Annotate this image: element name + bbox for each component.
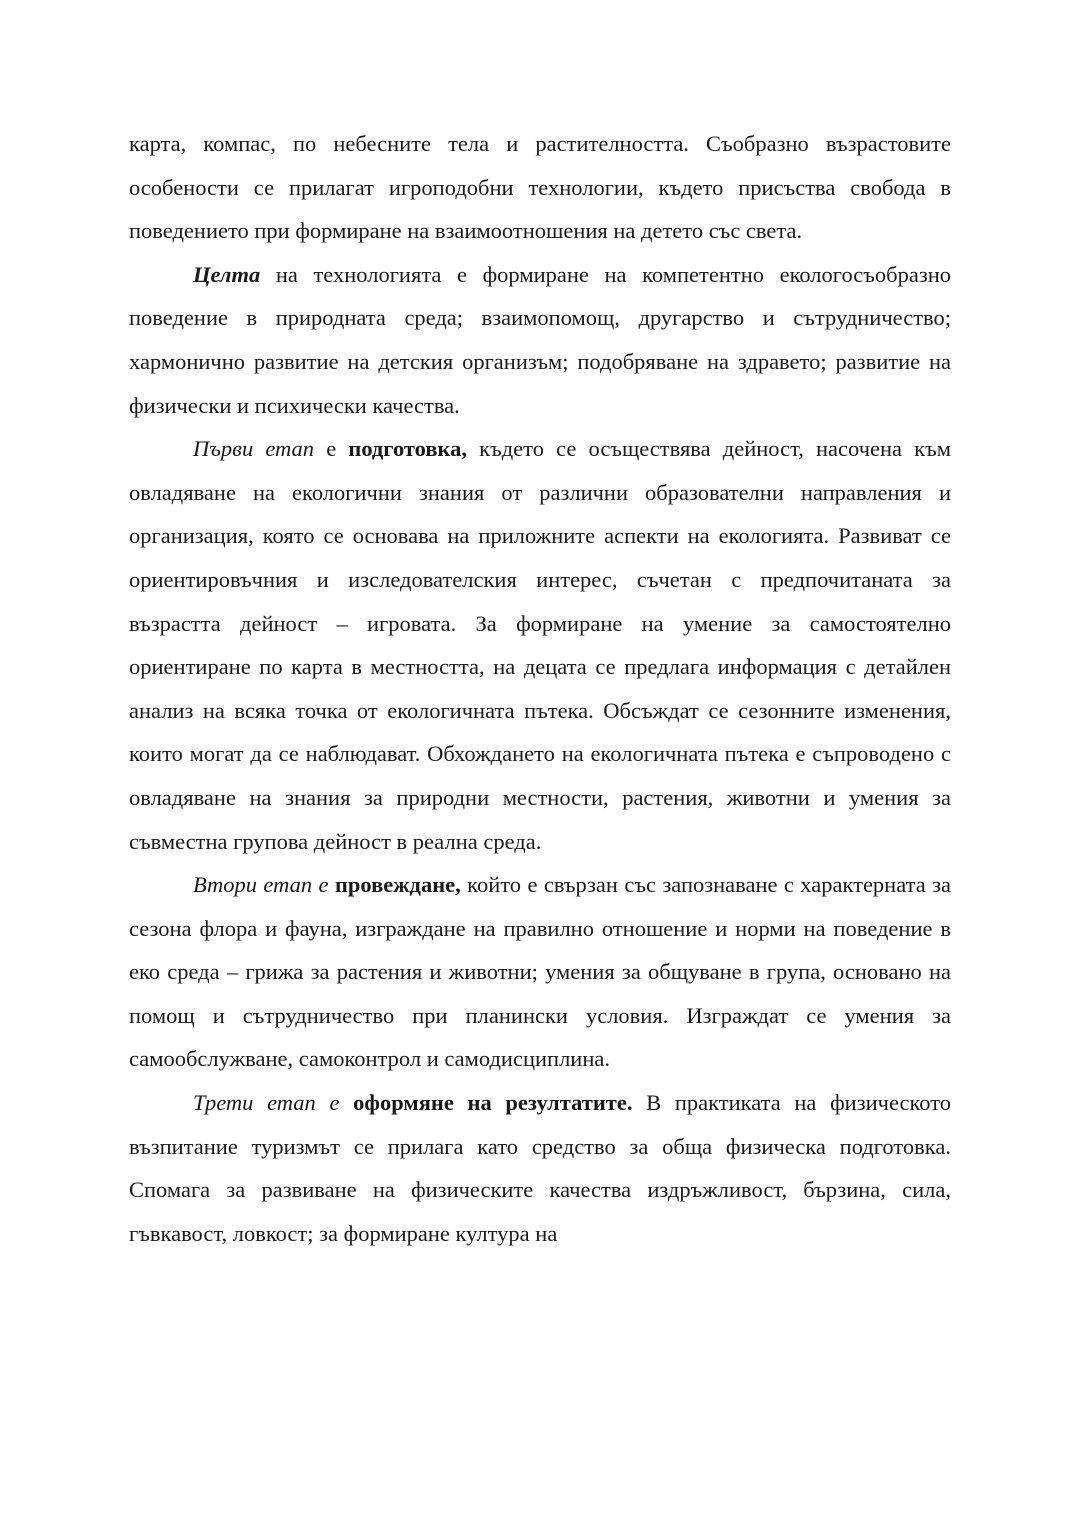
paragraph-text: където се осъществява дейност, насочена към овладяване на екологични знания от различни образователни направления и организация, която се основава на приложните аспекти на екологията. Развиват се ориентировъчния и изследователския интерес, съчетан с предпочитаната за възрастта дейност – игровата. За формиране на умение за самостоятелно ориентиране по карта в местността, на децата се предлага информация с детайлен анализ на всяка точка от екологичната пътека. Обсъждат се сезонните изменения, които могат да се наблюдават. Обхождането на екологичната пътека е съпроводено с овладяване на знания за природни местности, растения, животни и умения за съвместна групова дейност в реална среда. xyxy=(129,436,951,854)
paragraph-connector: е xyxy=(314,436,349,462)
paragraph-text: който е свързан със запознаване с характерната за сезона флора и фауна, изграждане на правилно отношение и норми на поведение в еко среда – грижа за растения и животни; умения за общуване в група, основано на помощ и сътрудничество при планински условия. Изграждат се умения за самообслужване, самоконтрол и самодисциплина. xyxy=(129,872,951,1072)
paragraph-lead-term: Първи етап xyxy=(193,436,315,462)
paragraph-stage-one xyxy=(129,427,951,863)
paragraph-keyword: оформяне на резултатите. xyxy=(353,1090,633,1116)
paragraph-goal xyxy=(129,253,951,427)
document-page xyxy=(129,122,951,1255)
paragraph-lead-term: Целта xyxy=(193,261,261,287)
paragraph-keyword: провеждане, xyxy=(334,872,461,898)
paragraph-stage-three xyxy=(129,1081,951,1255)
paragraph-continuation xyxy=(129,122,951,253)
paragraph-connector xyxy=(339,1090,353,1115)
paragraph-text: на технологията е формиране на компетентно екологосъобразно поведение в природната среда; взаимопомощ, другарство и сътрудничество; хармонично развитие на детския организъм; подобряване на здравето; развитие на физически и психически качества. xyxy=(129,261,951,418)
paragraph-text: карта, компас, по небесните тела и растителността. Съобразно възрастовите особености се прилагат игроподобни технологии, където присъства свобода в поведението при формиране на взаимоотношения на детето със света. xyxy=(129,131,951,244)
paragraph-lead-term: Втори етап е xyxy=(193,872,329,898)
paragraph-text: В практиката на физическото възпитание туризмът се прилага като средство за обща физическа подготовка. Спомага за развиване на физическите качества издръжливост, бързина, сила, гъвкавост, ловкост; за формиране култура на xyxy=(129,1090,952,1246)
paragraph-stage-two xyxy=(129,863,951,1081)
paragraph-keyword: подготовка, xyxy=(348,436,468,462)
paragraph-lead-term: Трети етап е xyxy=(193,1090,340,1116)
